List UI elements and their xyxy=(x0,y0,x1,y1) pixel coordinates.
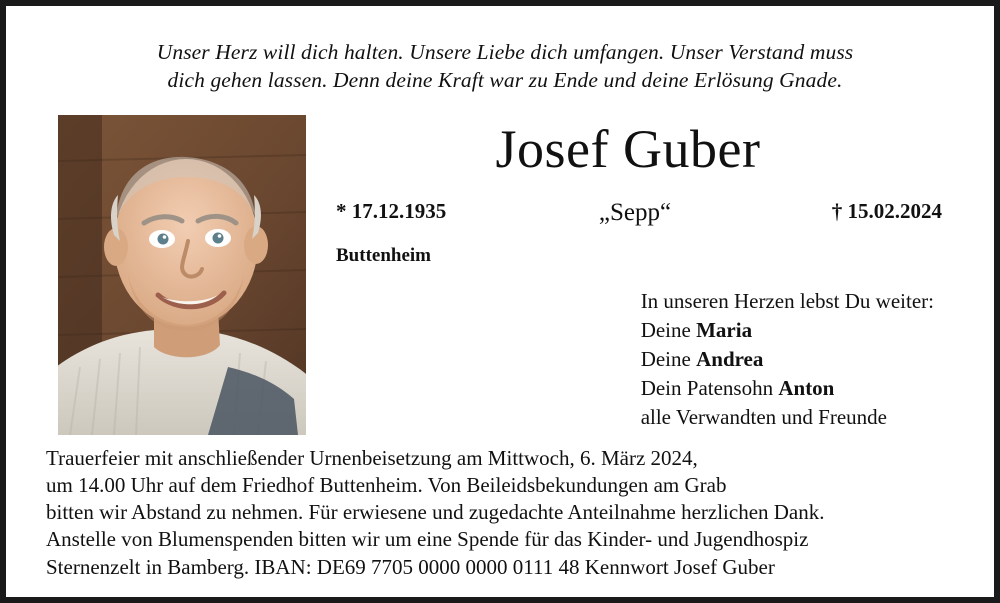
funeral-line-4: Anstelle von Blumenspenden bitten wir um eine Spende für das Kinder- und Jugendhospiz xyxy=(46,527,809,552)
life-dates xyxy=(318,199,964,233)
funeral-line-3: bitten wir Abstand zu nehmen. Für erwiesene und zugedachte Anteilnahme herzlichen Dank. xyxy=(46,500,825,525)
notice-inner xyxy=(6,6,994,597)
family-member-3-prefix: Dein Patensohn xyxy=(640,375,779,400)
portrait-illustration xyxy=(58,115,306,435)
family-member-2 xyxy=(641,345,934,374)
family-block xyxy=(641,287,934,432)
portrait-photo xyxy=(58,115,306,435)
place-name: Buttenheim xyxy=(336,245,431,267)
motto-line-2: dich gehen lassen. Denn deine Kraft war zu Ende und deine Erlösung Gnade. xyxy=(167,68,843,93)
memorial-motto xyxy=(46,38,964,95)
deceased-name: Josef Guber xyxy=(495,118,761,179)
family-member-1-prefix: Deine xyxy=(640,317,697,342)
family-member-2-name: Andrea xyxy=(696,346,764,371)
middle-section xyxy=(46,111,964,441)
family-member-2-prefix: Deine xyxy=(640,346,697,371)
funeral-line-1: Trauerfeier mit anschließender Urnenbeisetzung am Mittwoch, 6. März 2024, xyxy=(46,445,698,470)
funeral-line-2: um 14.00 Uhr auf dem Friedhof Buttenheim. Von Beileidsbekundungen am Grab xyxy=(46,472,727,497)
funeral-details xyxy=(46,445,968,581)
family-member-1-name: Maria xyxy=(696,317,753,342)
family-member-3-name: Anton xyxy=(778,375,835,400)
family-member-3 xyxy=(641,374,934,403)
funeral-line-5: Sternenzelt in Bamberg. IBAN: DE69 7705 0000 0000 0111 48 Kennwort Josef Guber xyxy=(46,554,775,579)
family-intro: In unseren Herzen lebst Du weiter: xyxy=(640,288,934,313)
nickname: „Sepp“ xyxy=(598,199,672,227)
motto-line-1: Unser Herz will dich halten. Unsere Liebe dich umfangen. Unser Verstand muss xyxy=(156,40,854,64)
death-date: † 15.02.2024 xyxy=(831,199,942,224)
family-member-1 xyxy=(641,316,934,345)
birth-date: * 17.12.1935 xyxy=(336,199,447,224)
family-member-4: alle Verwandten und Freunde xyxy=(640,404,887,429)
